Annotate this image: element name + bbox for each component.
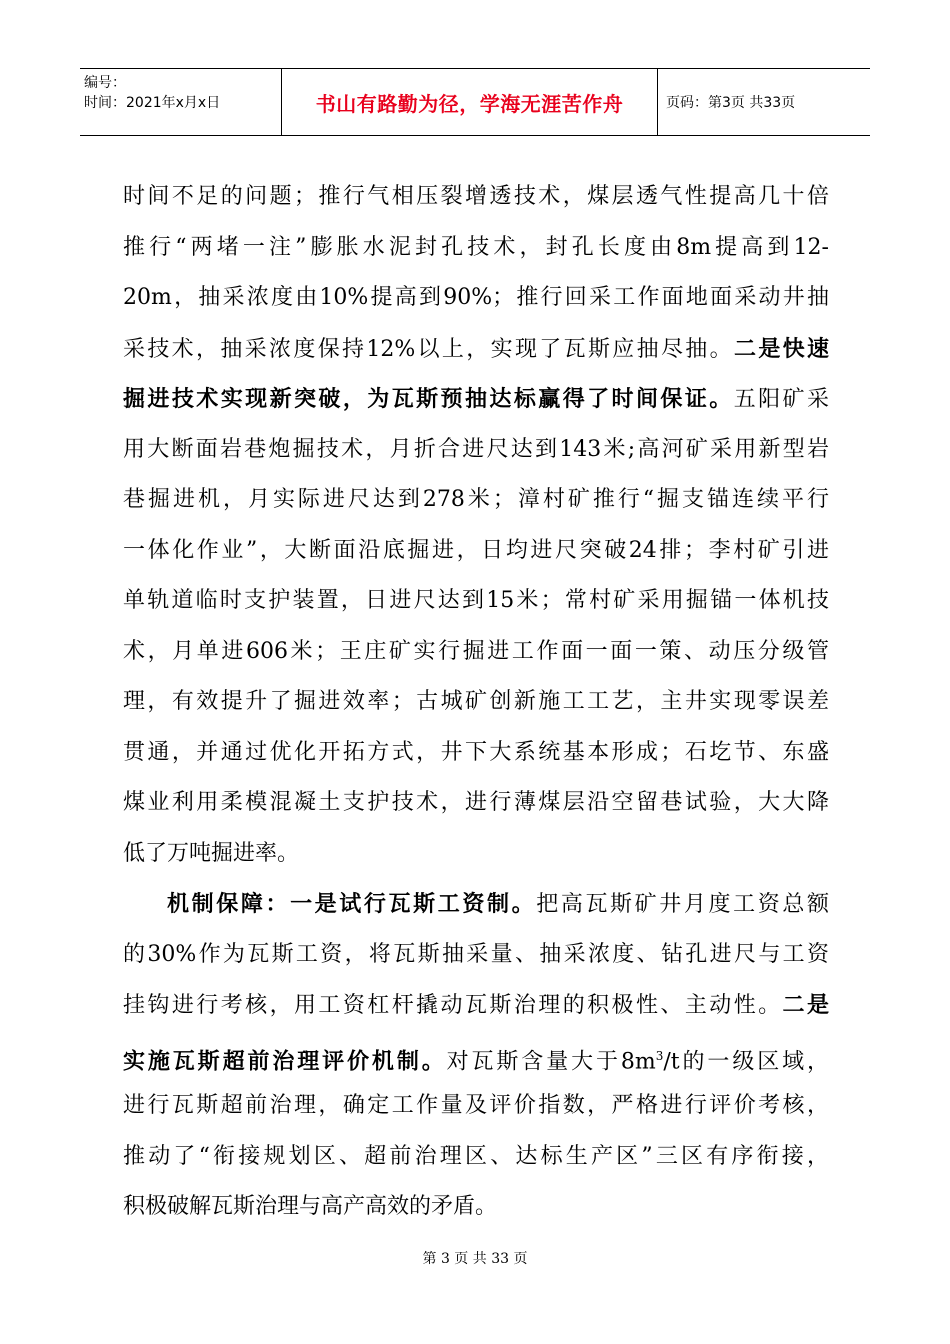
text-line — [123, 879, 829, 930]
page-header — [80, 68, 870, 136]
document-number-label: 编号： — [84, 75, 126, 91]
text-line — [123, 980, 829, 1031]
text-line: 时间不足的问题；推行气相压裂增透技术，煤层透气性提高几十倍 — [123, 184, 829, 209]
text-line — [123, 374, 829, 425]
page-footer: 第 3 页 共 33 页 — [422, 1251, 528, 1267]
text-run: 把高瓦斯矿井月度工资总额 — [536, 892, 829, 917]
header-page-number: 页码：第3页 共33页 — [666, 95, 796, 111]
text-line: 积极破解瓦斯治理与高产高效的矛盾。 — [123, 1194, 498, 1219]
text-line: 贯通，并通过优化开拓方式，井下大系统基本形成；石圪节、东盛 — [123, 739, 829, 765]
document-body — [123, 172, 829, 1233]
superscript: 3 — [655, 1048, 664, 1063]
text-line: 的30%作为瓦斯工资，将瓦斯抽采量、抽采浓度、钻孔进尺与工资 — [123, 941, 829, 967]
text-line: 一体化作业”，大断面沿底掘进，日均进尺突破24排；李村矿引进 — [123, 537, 829, 563]
text-line: 低了万吨掘进率。 — [123, 840, 300, 866]
text-line: 进行瓦斯超前治理，确定工作量及评价指数，严格进行评价考核， — [123, 1093, 829, 1118]
text-line: 术，月单进606米；王庄矿实行掘进工作面一面一策、动压分级管 — [123, 638, 829, 664]
text-run: 对瓦斯含量大于8m — [446, 1048, 656, 1074]
text-line: 用大断面岩巷炮掘技术，月折合进尺达到143米;高河矿采用新型岩 — [123, 436, 829, 462]
text-run: 五阳矿采 — [733, 387, 829, 412]
bold-heading: 掘进技术实现新突破，为瓦斯预抽达标赢得了时间保证。 — [123, 386, 734, 412]
text-line — [123, 324, 829, 375]
paragraph-1 — [123, 172, 829, 879]
bold-heading: 实施瓦斯超前治理评价机制。 — [123, 1047, 447, 1074]
header-motto: 书山有路勤为径，学海无涯苦作舟 — [282, 69, 658, 135]
text-run: /t的一级区域， — [663, 1048, 829, 1074]
bold-heading: 二是快速 — [733, 335, 829, 362]
text-line: 巷掘进机，月实际进尺达到278米；漳村矿推行“掘支锚连续平行 — [123, 487, 829, 512]
header-meta — [80, 69, 282, 135]
text-line: 推行“两堵一注”膨胀水泥封孔技术，封孔长度由8m提高到12- — [123, 234, 829, 260]
text-line: 单轨道临时支护装置，日进尺达到15米；常村矿采用掘锚一体机技 — [123, 588, 829, 613]
text-line: 理，有效提升了掘进效率；古城矿创新施工工艺，主井实现零误差 — [123, 689, 829, 714]
text-line: 20m，抽采浓度由10%提高到90%；推行回采工作面地面采动井抽 — [123, 285, 829, 310]
text-run: 采技术，抽采浓度保持12%以上，实现了瓦斯应抽尽抽。 — [123, 336, 734, 362]
text-line: 推动了“衔接规划区、超前治理区、达标生产区”三区有序衔接， — [123, 1143, 829, 1169]
document-date: 时间：2021年x月x日 — [84, 95, 221, 111]
paragraph-2 — [123, 879, 829, 1233]
text-run: 挂钩进行考核，用工资杠杆撬动瓦斯治理的积极性、主动性。 — [123, 993, 783, 1018]
text-line — [123, 1031, 829, 1082]
bold-heading: 二是 — [782, 992, 829, 1018]
text-line: 煤业利用柔模混凝土支护技术，进行薄煤层沿空留巷试验，大大降 — [123, 790, 829, 815]
bold-heading: 机制保障：一是试行瓦斯工资制。 — [167, 891, 537, 917]
